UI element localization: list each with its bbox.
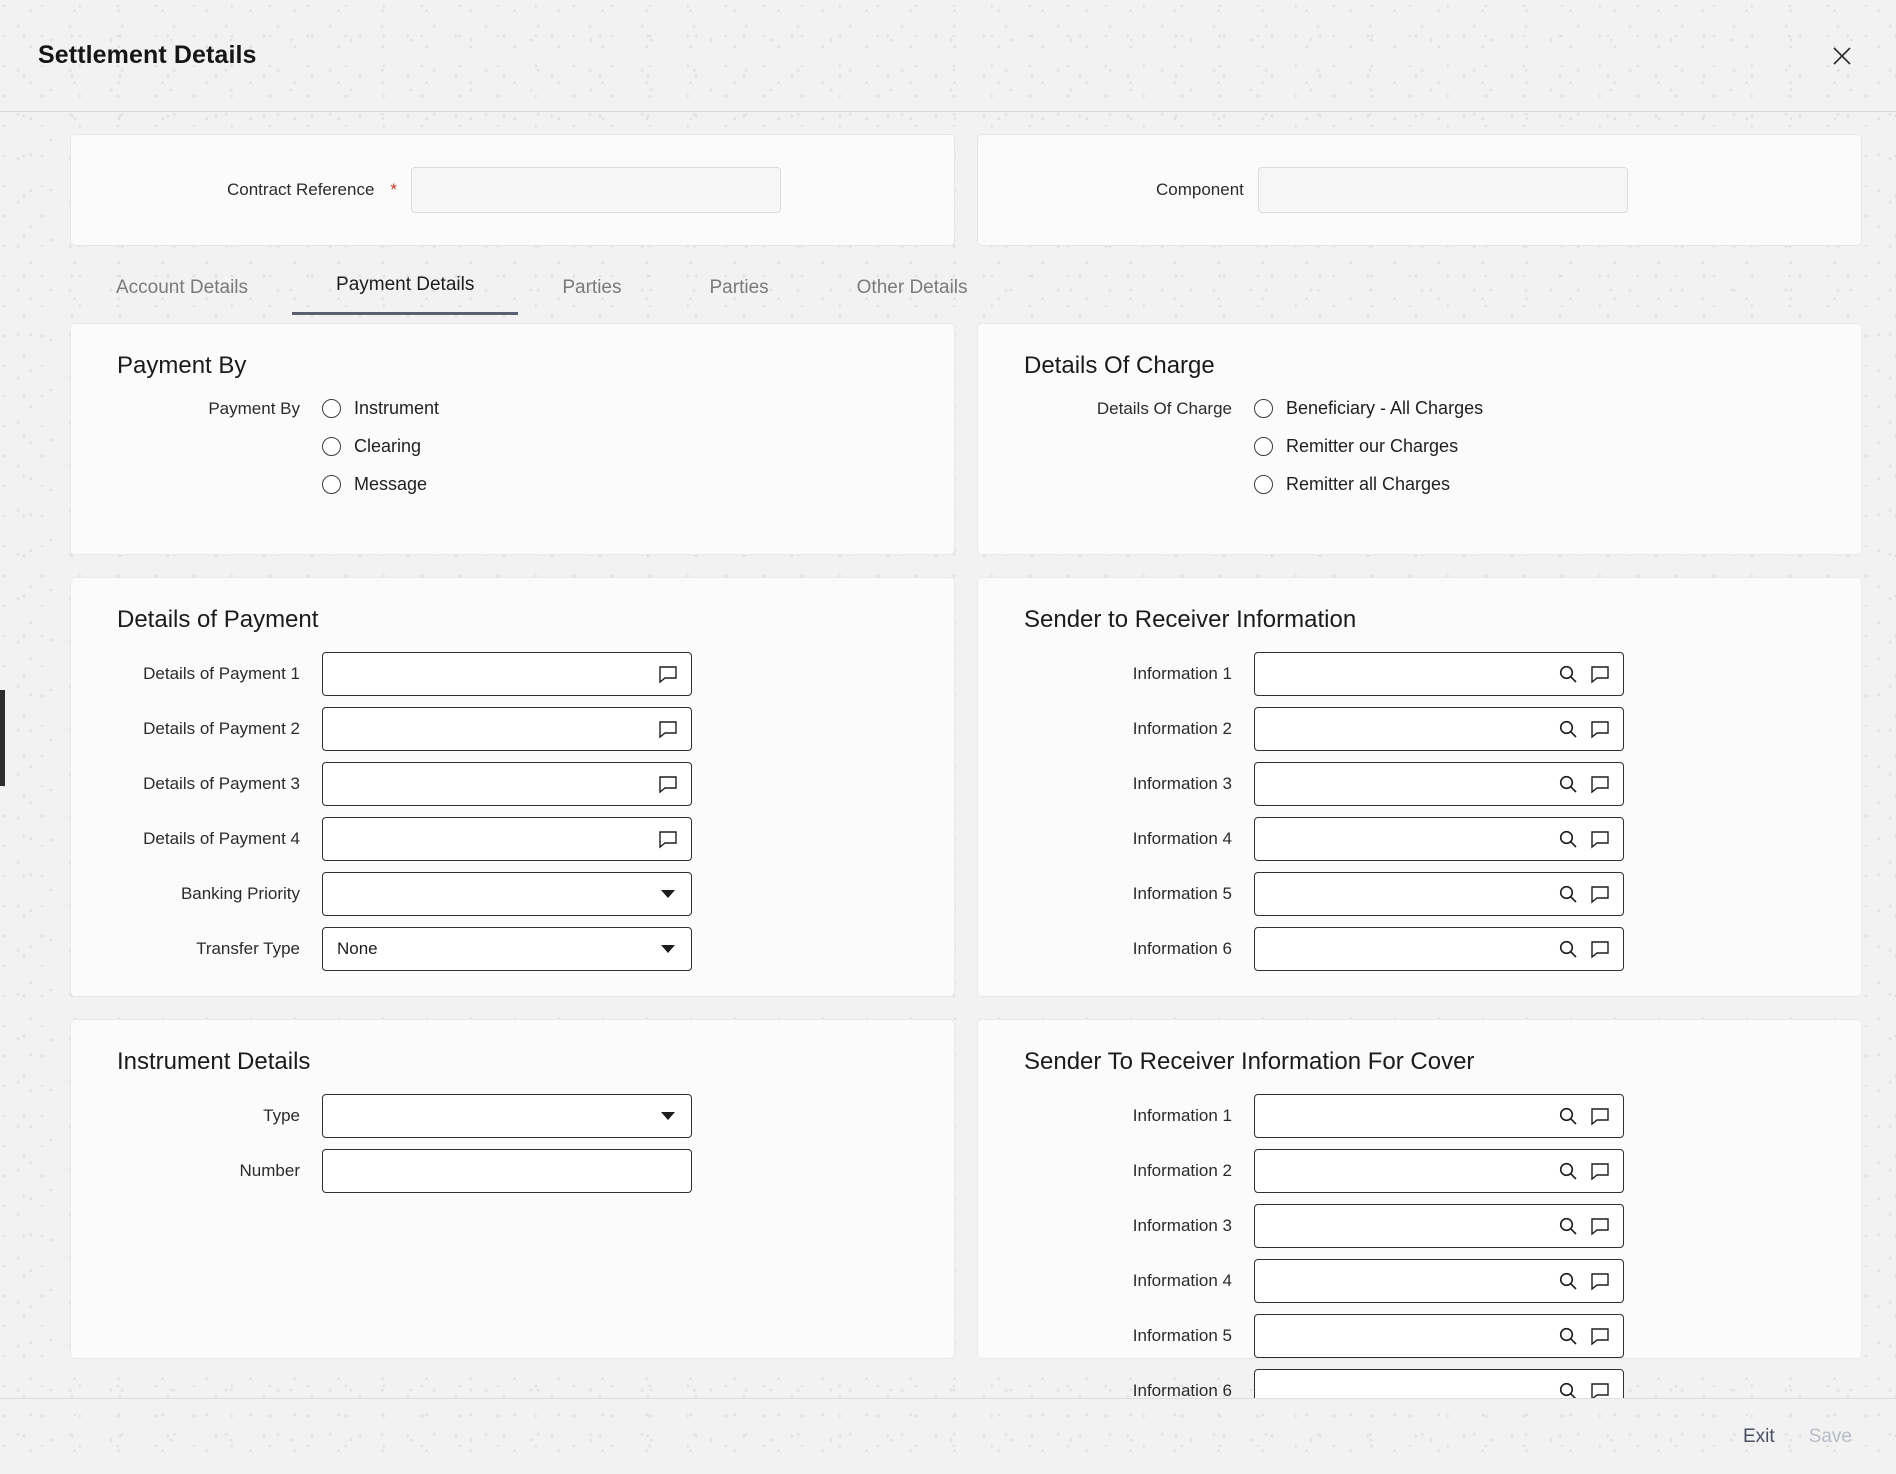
field-label: Number	[239, 1161, 300, 1180]
radio-label: Clearing	[354, 436, 422, 456]
cover-information-6-input[interactable]	[1254, 1369, 1624, 1398]
details-of-payment-3-input[interactable]	[322, 762, 692, 806]
field-transfer-type	[97, 927, 928, 971]
tab-other-details[interactable]: Other Details	[856, 277, 968, 298]
field-information-5	[1004, 872, 1835, 916]
panel-instrument-details	[70, 1019, 955, 1359]
chevron-down-icon[interactable]	[661, 945, 675, 953]
field-label: Information 4	[1132, 1271, 1232, 1290]
radio-circle-icon	[1254, 399, 1273, 418]
note-icon[interactable]	[655, 771, 681, 797]
details-of-charge-radio-group	[1254, 398, 1483, 495]
main-grid	[0, 315, 1896, 1398]
instrument-number-input[interactable]	[322, 1149, 692, 1193]
information-6-input[interactable]	[1254, 927, 1624, 971]
tab-bar	[0, 246, 1896, 315]
tab-payment-details[interactable]: Payment Details	[292, 264, 518, 315]
note-icon[interactable]	[1587, 1268, 1613, 1294]
details-of-charge-field	[1004, 398, 1835, 495]
page-title: Settlement Details	[38, 41, 257, 69]
field-label: Details of Payment 3	[143, 774, 300, 793]
field-label: Information 6	[1132, 939, 1232, 958]
field-label: Information 2	[1132, 719, 1232, 738]
panel-instrument-details-title: Instrument Details	[117, 1048, 311, 1075]
component-card	[977, 134, 1862, 246]
field-information-2	[1004, 707, 1835, 751]
field-label: Information 6	[1132, 1381, 1232, 1398]
panel-sender-to-receiver	[977, 577, 1862, 997]
save-button[interactable]: Save	[1808, 1425, 1852, 1447]
banking-priority-select[interactable]	[322, 872, 692, 916]
tab-parties-1[interactable]: Parties	[562, 277, 622, 298]
required-marker: *	[390, 180, 398, 199]
transfer-type-select[interactable]	[322, 927, 692, 971]
details-of-payment-1-input[interactable]	[322, 652, 692, 696]
note-icon[interactable]	[655, 661, 681, 687]
search-icon[interactable]	[1555, 1213, 1581, 1239]
right-column	[977, 323, 1862, 1398]
field-label: Information 4	[1132, 829, 1232, 848]
contract-reference-input[interactable]	[411, 167, 781, 213]
header-cards	[0, 112, 1896, 246]
radio-circle-icon	[1254, 437, 1273, 456]
close-icon[interactable]	[1822, 36, 1862, 76]
field-cover-information-3	[1004, 1204, 1835, 1248]
details-of-payment-2-input[interactable]	[322, 707, 692, 751]
field-cover-information-5	[1004, 1314, 1835, 1358]
field-label: Type	[263, 1106, 300, 1125]
contract-reference-card	[70, 134, 955, 246]
field-label: Information 3	[1132, 774, 1232, 793]
field-label: Information 2	[1132, 1161, 1232, 1180]
panel-sender-to-receiver-cover-title: Sender To Receiver Information For Cover	[1024, 1048, 1475, 1075]
radio-circle-icon	[1254, 475, 1273, 494]
chevron-down-icon[interactable]	[661, 1112, 675, 1120]
information-3-input[interactable]	[1254, 762, 1624, 806]
field-cover-information-2	[1004, 1149, 1835, 1193]
field-label: Transfer Type	[196, 939, 300, 958]
radio-label: Remitter our Charges	[1286, 436, 1459, 456]
field-banking-priority	[97, 872, 928, 916]
field-information-4	[1004, 817, 1835, 861]
window-content	[0, 112, 1896, 1398]
search-icon[interactable]	[1555, 1158, 1581, 1184]
search-icon[interactable]	[1555, 1268, 1581, 1294]
note-icon[interactable]	[1587, 1158, 1613, 1184]
panel-sender-to-receiver-cover	[977, 1019, 1862, 1398]
window-titlebar	[0, 0, 1896, 112]
panel-payment-by-title: Payment By	[117, 352, 247, 379]
field-details-of-payment-1	[97, 652, 928, 696]
information-5-input[interactable]	[1254, 872, 1624, 916]
chevron-down-icon[interactable]	[661, 890, 675, 898]
tab-account-details[interactable]: Account Details	[116, 277, 249, 298]
note-icon[interactable]	[1587, 881, 1613, 907]
note-icon[interactable]	[1587, 1323, 1613, 1349]
radio-payment-by-instrument[interactable]	[322, 398, 439, 419]
field-label: Banking Priority	[180, 884, 300, 903]
cover-information-5-input[interactable]	[1254, 1314, 1624, 1358]
note-icon[interactable]	[1587, 936, 1613, 962]
radio-circle-icon	[322, 399, 341, 418]
note-icon[interactable]	[1587, 1378, 1613, 1398]
field-label: Details of Payment 1	[143, 664, 300, 683]
panel-details-of-charge-title: Details Of Charge	[1024, 352, 1215, 379]
radio-circle-icon	[322, 475, 341, 494]
note-icon[interactable]	[655, 826, 681, 852]
field-value: None	[337, 939, 378, 958]
note-icon[interactable]	[1587, 1103, 1613, 1129]
left-edge-artifact	[0, 690, 5, 786]
payment-by-label: Payment By	[208, 399, 300, 418]
instrument-type-select[interactable]	[322, 1094, 692, 1138]
panel-details-of-charge	[977, 323, 1862, 555]
radio-payment-by-clearing[interactable]	[322, 436, 439, 457]
search-icon[interactable]	[1555, 1103, 1581, 1129]
information-4-input[interactable]	[1254, 817, 1624, 861]
component-label: Component	[1156, 180, 1244, 199]
field-label: Information 3	[1132, 1216, 1232, 1235]
search-icon[interactable]	[1555, 881, 1581, 907]
cover-information-1-input[interactable]	[1254, 1094, 1624, 1138]
field-information-3	[1004, 762, 1835, 806]
panel-sender-to-receiver-title: Sender to Receiver Information	[1024, 606, 1357, 633]
component-input[interactable]	[1258, 167, 1628, 213]
note-icon[interactable]	[1587, 826, 1613, 852]
field-details-of-payment-3	[97, 762, 928, 806]
payment-by-radio-group	[322, 398, 439, 495]
cover-information-4-input[interactable]	[1254, 1259, 1624, 1303]
search-icon[interactable]	[1555, 1378, 1581, 1398]
field-information-1	[1004, 652, 1835, 696]
field-instrument-number	[97, 1149, 928, 1193]
field-details-of-payment-4	[97, 817, 928, 861]
cover-information-3-input[interactable]	[1254, 1204, 1624, 1248]
note-icon[interactable]	[655, 716, 681, 742]
field-cover-information-4	[1004, 1259, 1835, 1303]
field-details-of-payment-2	[97, 707, 928, 751]
field-information-6	[1004, 927, 1835, 971]
note-icon[interactable]	[1587, 716, 1613, 742]
radio-charge-beneficiary-all[interactable]	[1254, 398, 1483, 419]
radio-label: Message	[354, 474, 428, 494]
radio-circle-icon	[322, 437, 341, 456]
panel-payment-by	[70, 323, 955, 555]
field-cover-information-6	[1004, 1369, 1835, 1398]
search-icon[interactable]	[1555, 716, 1581, 742]
field-label: Information 1	[1132, 1106, 1232, 1125]
field-cover-information-1	[1004, 1094, 1835, 1138]
search-icon[interactable]	[1555, 771, 1581, 797]
field-label: Information 1	[1132, 664, 1232, 683]
exit-button[interactable]: Exit	[1743, 1425, 1775, 1447]
panel-details-of-payment	[70, 577, 955, 997]
search-icon[interactable]	[1555, 1323, 1581, 1349]
radio-label: Beneficiary - All Charges	[1286, 398, 1484, 418]
radio-charge-remitter-all[interactable]	[1254, 474, 1483, 495]
search-icon[interactable]	[1555, 826, 1581, 852]
left-column	[70, 323, 955, 1359]
information-1-input[interactable]	[1254, 652, 1624, 696]
field-label: Information 5	[1132, 884, 1232, 903]
payment-by-field	[97, 398, 928, 495]
radio-payment-by-message[interactable]	[322, 474, 439, 495]
cover-information-2-input[interactable]	[1254, 1149, 1624, 1193]
information-2-input[interactable]	[1254, 707, 1624, 751]
contract-reference-label: Contract Reference	[227, 180, 375, 199]
details-of-payment-4-input[interactable]	[322, 817, 692, 861]
radio-label: Remitter all Charges	[1286, 474, 1451, 494]
note-icon[interactable]	[1587, 661, 1613, 687]
window-footer	[0, 1398, 1896, 1474]
note-icon[interactable]	[1587, 1213, 1613, 1239]
tab-parties-2[interactable]: Parties	[709, 277, 769, 298]
search-icon[interactable]	[1555, 936, 1581, 962]
note-icon[interactable]	[1587, 771, 1613, 797]
field-label: Information 5	[1132, 1326, 1232, 1345]
search-icon[interactable]	[1555, 661, 1581, 687]
radio-charge-remitter-our[interactable]	[1254, 436, 1483, 457]
radio-label: Instrument	[354, 398, 440, 418]
field-label: Details of Payment 2	[143, 719, 300, 738]
field-instrument-type	[97, 1094, 928, 1138]
panel-details-of-payment-title: Details of Payment	[117, 606, 319, 633]
field-label: Details of Payment 4	[143, 829, 300, 848]
details-of-charge-label: Details Of Charge	[1096, 399, 1232, 418]
